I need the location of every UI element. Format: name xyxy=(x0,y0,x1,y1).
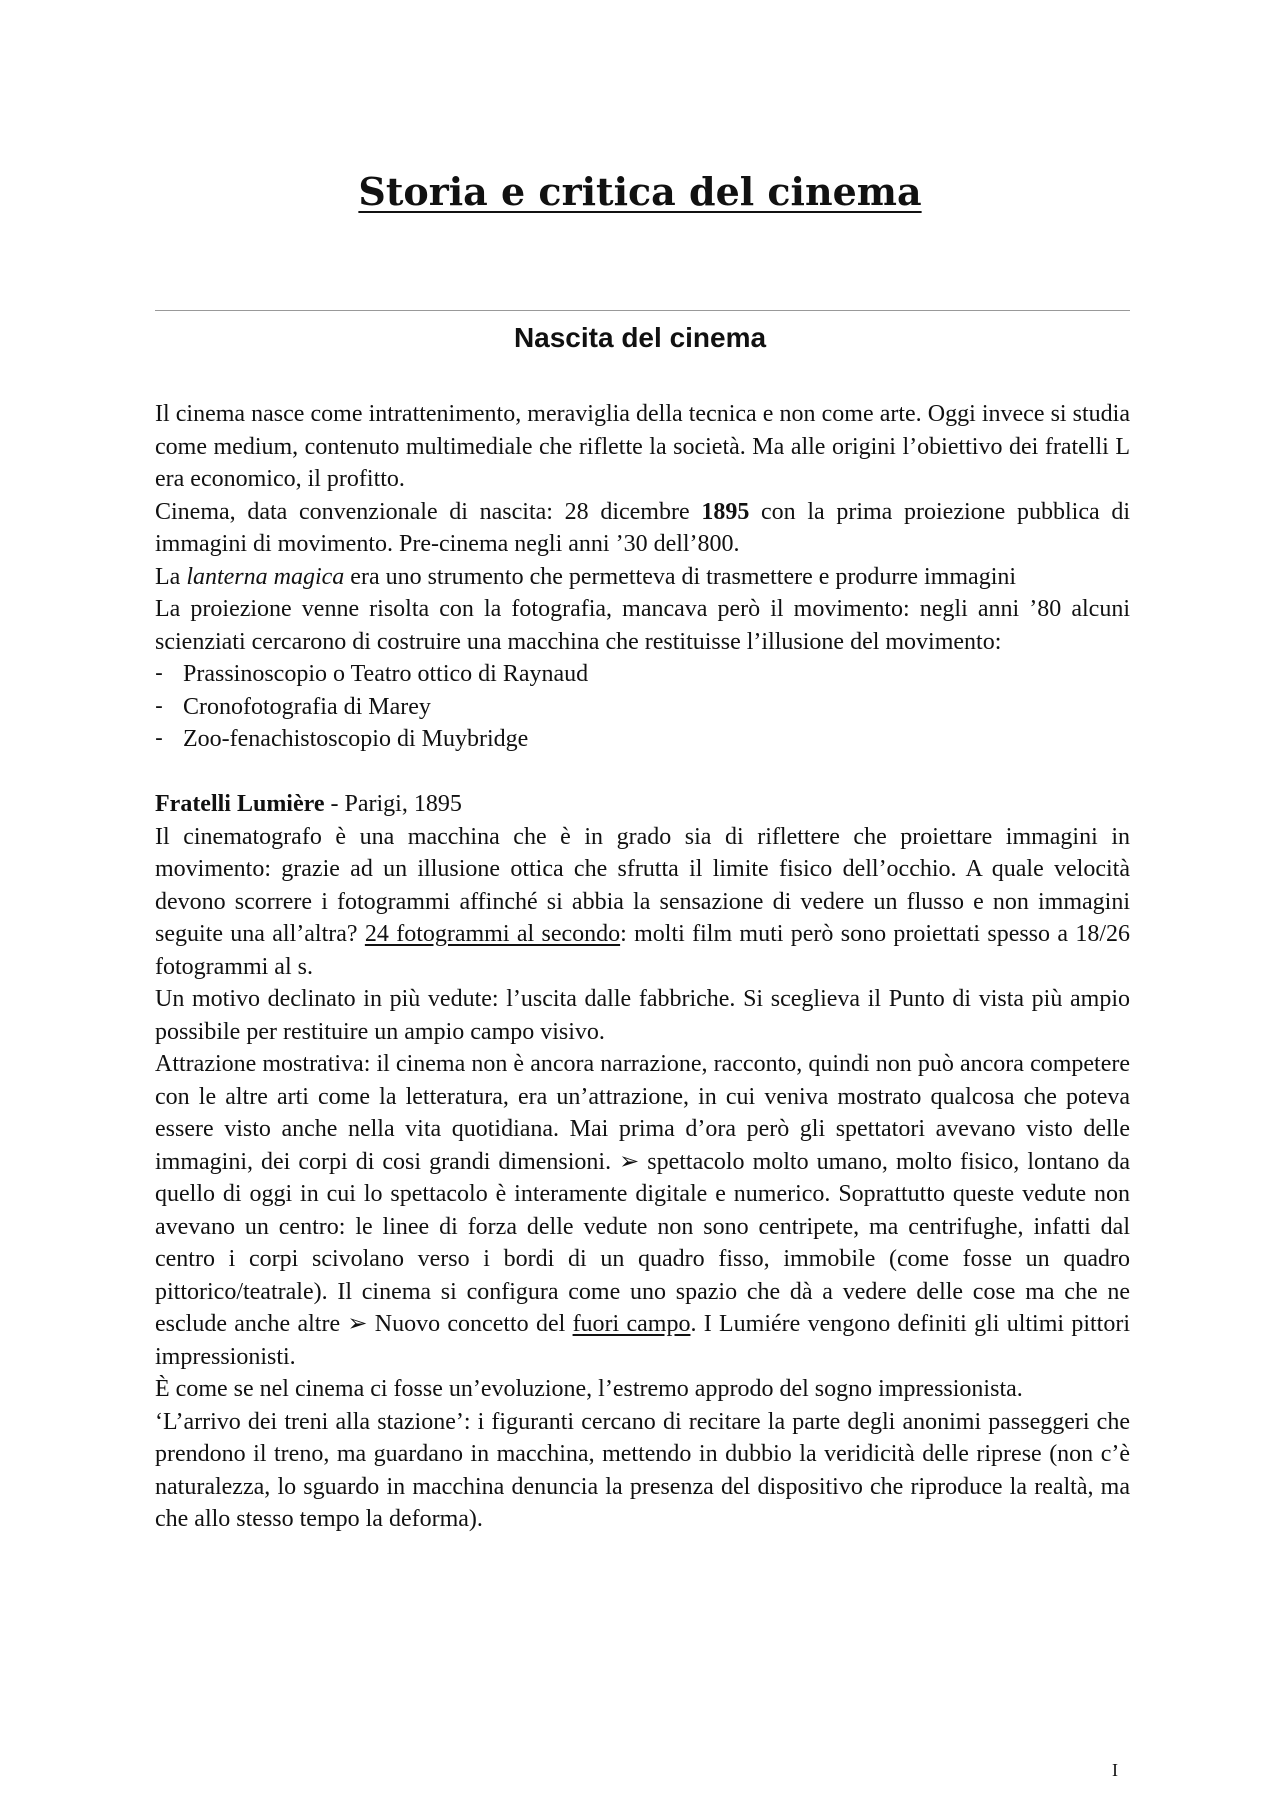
lumiere-paragraph-3-end: . I Lumiére vengono definiti gli ultimi pittori impressionisti. xyxy=(155,1311,1131,1370)
list-item xyxy=(155,723,1130,756)
dash-bullet: - xyxy=(155,661,163,686)
intro-paragraph-3-rest: era uno strumento che permetteva di trasmettere e produrre immagini xyxy=(344,563,1017,590)
lumiere-paragraph-3-middle: spettacolo molto umano, molto fisico, lontano da quello di oggi in cui lo spettacolo è interamente digitale e numerico. Soprattutto queste vedute non avevano un centro: le linee di forza delle vedute non sono centripete, ma centrifughe, infatti dal centro i corpi scivolano verso i bordi di un quadro fisso, immobile (come fosse un quadro pittorico/teatrale). Il cinema si configura come uno spazio che dà a vedere delle cose ma che ne esclude anche altre xyxy=(155,1148,1130,1337)
lumiere-paragraph-1-text: Il cinematografo è una macchina che è in grado sia di riflettere che proiettare immagini in movimento: grazie ad un illusione ottica che sfrutta il limite fisico dell’occhio. A quale velocità devono scorrere i fotogrammi affinché si abbia la sensazione di vedere un flusso e non immagini seguite una all’altra? xyxy=(155,823,1130,947)
list-item xyxy=(155,658,1130,691)
page-number: I xyxy=(1112,1760,1119,1780)
fuori-campo-underlined: fuori campo xyxy=(572,1311,691,1337)
intro-paragraph-2 xyxy=(155,496,1130,561)
lumiere-paragraph-3-text: Attrazione mostrativa: il cinema non è ancora narrazione, racconto, quindi non può ancora competere con le altre arti come la letteratura, era un’attrazione, in cui veniva mostrato qualcosa che poteva essere visto anche nella vita quotidiana. Mai prima d’ora però gli spettatori avevano visto delle immagini, dei corpi di cosi grandi dimensioni. xyxy=(155,1051,1130,1175)
frame-rate-underlined: 24 fotogrammi al secondo xyxy=(364,921,621,947)
lumiere-heading-place: - Parigi, 1895 xyxy=(324,791,462,817)
list-item xyxy=(155,691,1130,724)
lumiere-paragraph-4: È come se nel cinema ci fosse un’evoluzione, l’estremo approdo del sogno impressionista. xyxy=(155,1376,1023,1402)
lumiere-paragraph-1 xyxy=(155,821,1130,984)
inventions-list xyxy=(155,658,1130,756)
document-body xyxy=(155,398,1130,1536)
lumiere-heading xyxy=(155,788,1130,821)
list-item-text: Cronofotografia di Marey xyxy=(183,693,431,720)
lumiere-paragraph-5: ‘L’arrivo dei treni alla stazione’: i figuranti cercano di recitare la parte degli anonimi passeggeri che prendono il treno, ma guardano in macchina, mettendo in dubbio la veridicità delle riprese (non c’è naturalezza, lo sguardo in macchina denuncia la presenza del dispositivo che riproduce la realtà, ma che allo stesso tempo la deforma). xyxy=(155,1408,1130,1532)
section-title: Nascita del cinema xyxy=(513,322,767,353)
lumiere-paragraph-3-concept: Nuovo concetto del xyxy=(367,1311,573,1337)
intro-paragraph-3-text: La xyxy=(155,563,187,590)
arrow-icon: ➢ xyxy=(347,1311,368,1337)
birth-year: 1895 xyxy=(701,498,750,525)
lanterna-magica-term: lanterna magica xyxy=(186,563,345,590)
arrow-icon: ➢ xyxy=(619,1148,640,1175)
dash-bullet: - xyxy=(155,726,163,751)
dash-bullet: - xyxy=(155,693,163,719)
lumiere-paragraph-2: Un motivo declinato in più vedute: l’uscita dalle fabbriche. Si sceglieva il Punto di vista più ampio possibile per restituire un ampio campo visivo. xyxy=(155,986,1130,1045)
intro-paragraph-4: La proiezione venne risolta con la fotografia, mancava però il movimento: negli anni ’80 alcuni scienziati cercarono di costruire una macchina che restituisse l’illusione del movimento: xyxy=(155,596,1130,655)
intro-paragraph-2-text: Cinema, data convenzionale di nascita: 28 dicembre xyxy=(155,498,702,525)
list-item-text: Prassinoscopio o Teatro ottico di Raynaud xyxy=(183,661,589,687)
paragraph-spacer xyxy=(155,756,1130,789)
list-item-text: Zoo-fenachistoscopio di Muybridge xyxy=(183,726,529,752)
intro-paragraph-1: Il cinema nasce come intrattenimento, meraviglia della tecnica e non come arte. Oggi invece si studia come medium, contenuto multimediale che riflette la società. Ma alle origini l’obiettivo dei fratelli L era economico, il profitto. xyxy=(155,401,1130,492)
intro-paragraph-2-rest: con la prima proiezione pubblica di immagini di movimento. Pre-cinema negli anni ’30 dell’800. xyxy=(155,498,1130,557)
intro-paragraph-3 xyxy=(155,561,1130,594)
lumiere-paragraph-1-rest: : molti film muti però sono proiettati spesso a 18/26 fotogrammi al s. xyxy=(155,921,1130,980)
section-divider xyxy=(155,310,1130,311)
document-title: Storia e critica del cinema xyxy=(358,169,922,214)
lumiere-heading-bold: Fratelli Lumière xyxy=(155,791,325,817)
lumiere-paragraph-3 xyxy=(155,1048,1130,1373)
